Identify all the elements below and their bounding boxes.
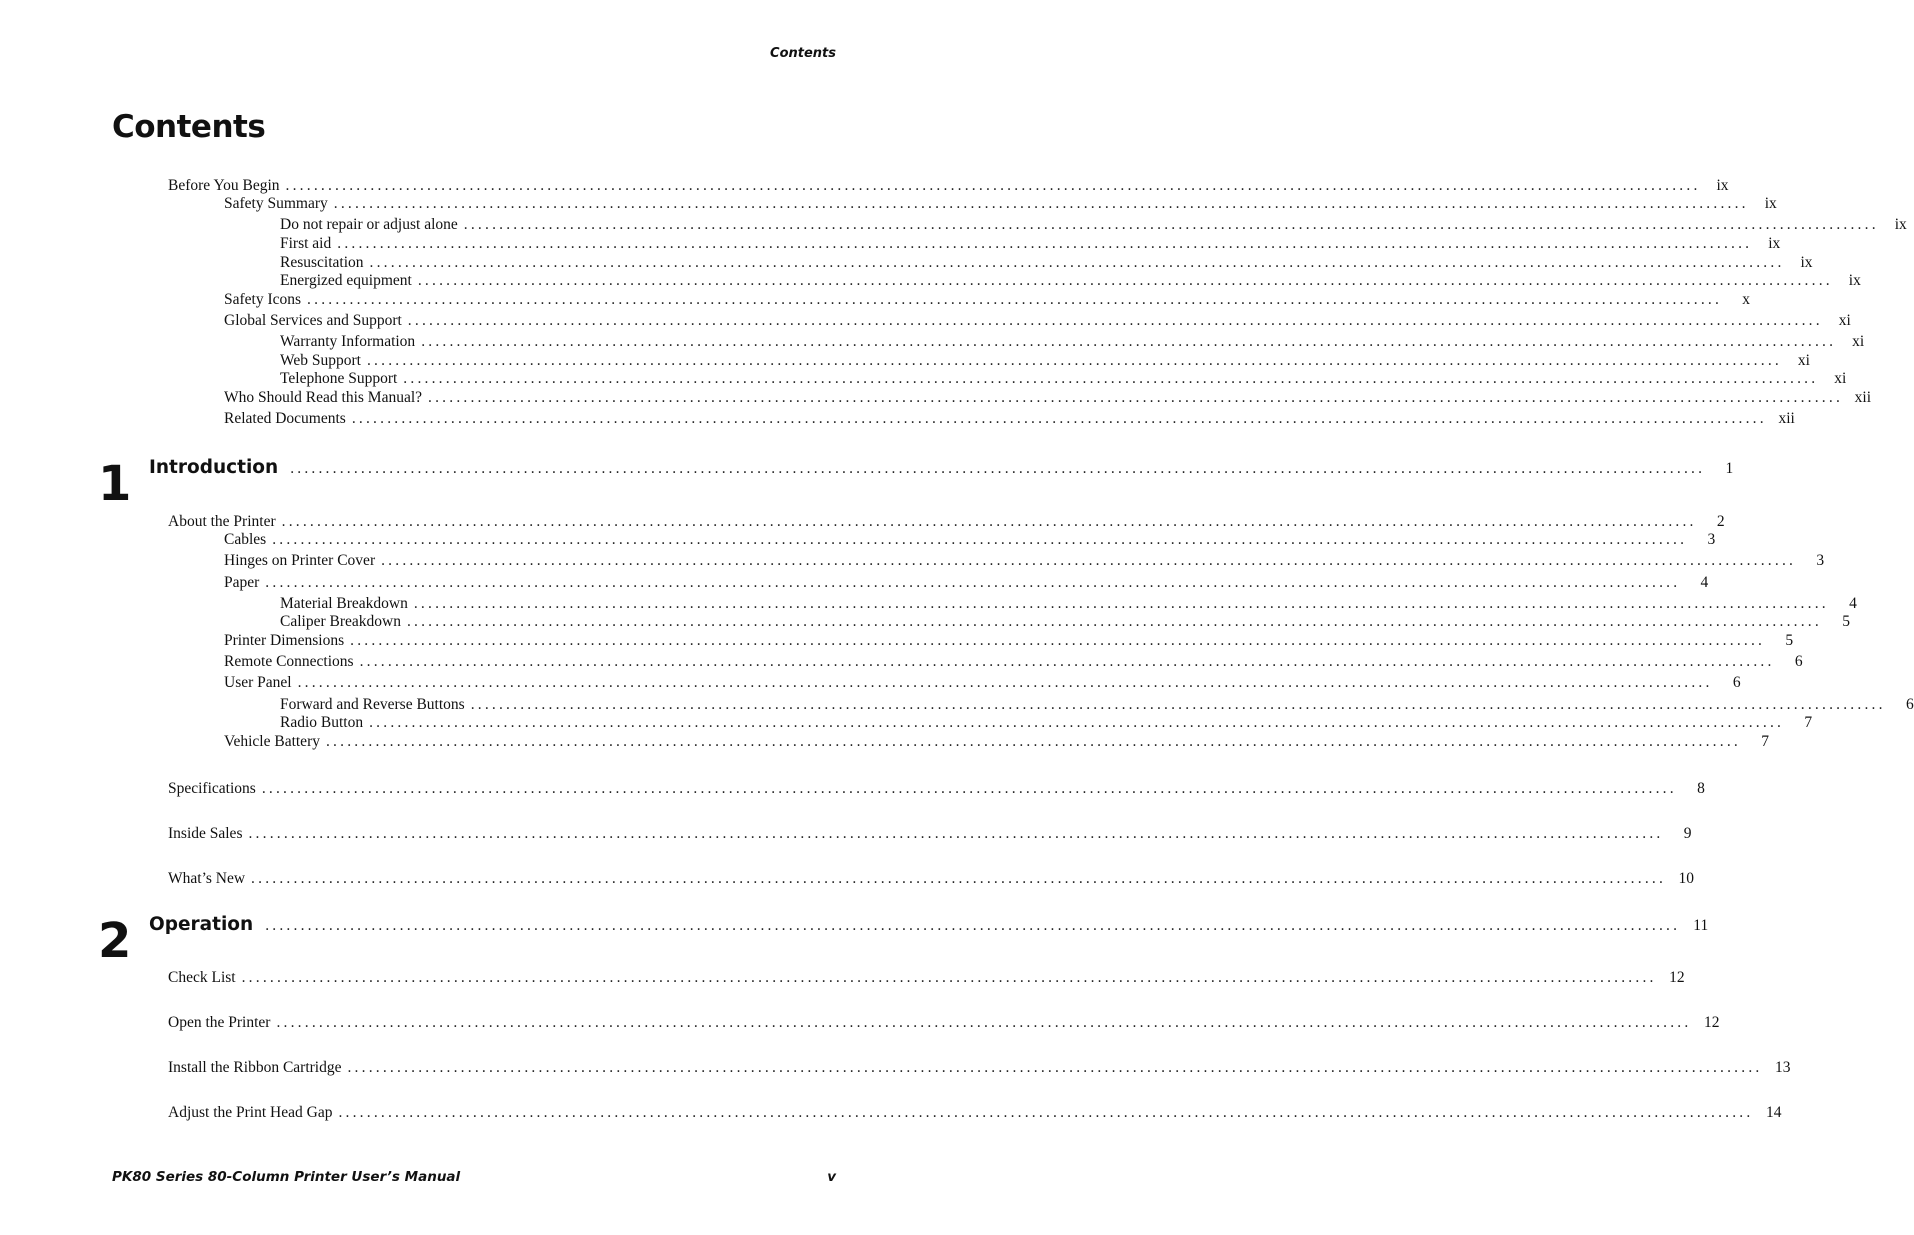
toc-entry-page: 3: [1816, 552, 1825, 569]
footer-page-number: v: [827, 1169, 836, 1185]
toc-entry-label: First aid: [280, 235, 332, 252]
toc-entry[interactable]: [168, 968, 1685, 988]
toc-entry-label: Radio Button: [280, 714, 364, 731]
toc-entry[interactable]: [224, 409, 1795, 429]
dot-leader: ........................................................................................................................................................................................................: [261, 780, 1677, 797]
toc-entry-page: 6: [1905, 696, 1914, 713]
toc-entry-page: 5: [1842, 613, 1850, 630]
dot-leader: ........................................................................................................................................................................................................: [325, 733, 1741, 750]
footer-manual-title: PK80 Series 80-Column Printer User’s Manual: [112, 1169, 461, 1185]
toc-chapter-entry[interactable]: [149, 456, 1734, 481]
toc-entry-page: xi: [1834, 370, 1847, 387]
toc-entry-page: 11: [1693, 917, 1709, 934]
dot-leader: ........................................................................................................................................................................................................: [351, 410, 1767, 427]
toc-entry-label: Global Services and Support: [224, 312, 402, 329]
chapter-title: Introduction: [149, 457, 279, 478]
chapter-number: 1: [98, 456, 132, 512]
toc-entry-label: Check List: [168, 969, 236, 986]
dot-leader: ........................................................................................................................................................................................................: [421, 333, 1837, 350]
toc-entry-label: Energized equipment: [280, 272, 412, 289]
dot-leader: ........................................................................................................................................................................................................: [265, 574, 1681, 591]
toc-entry[interactable]: [224, 652, 1803, 672]
toc-entry[interactable]: [168, 1058, 1791, 1078]
toc-entry-label: Material Breakdown: [280, 595, 408, 612]
toc-entry[interactable]: [168, 176, 1729, 196]
dot-leader: ........................................................................................................................................................................................................: [366, 352, 1782, 369]
toc-entry[interactable]: [280, 332, 1865, 352]
dot-leader: ........................................................................................................................................................................................................: [290, 460, 1706, 477]
toc-entry[interactable]: [280, 215, 1907, 235]
toc-entry[interactable]: [280, 271, 1861, 291]
dot-leader: ........................................................................................................................................................................................................: [248, 825, 1664, 842]
dot-leader: ........................................................................................................................................................................................................: [337, 235, 1753, 252]
toc-entry-page: 2: [1716, 513, 1725, 530]
dot-leader: ........................................................................................................................................................................................................: [251, 870, 1667, 887]
toc-entry[interactable]: [280, 234, 1781, 254]
toc-chapter-entry[interactable]: [149, 913, 1709, 938]
dot-leader: ........................................................................................................................................................................................................: [463, 216, 1879, 233]
toc-entry[interactable]: [224, 732, 1769, 752]
toc-entry-page: 10: [1678, 870, 1695, 887]
toc-entry-page: xii: [1778, 410, 1795, 427]
page-title: Contents: [112, 109, 266, 145]
toc-entry-label: About the Printer: [168, 513, 276, 530]
dot-leader: ........................................................................................................................................................................................................: [265, 917, 1681, 934]
toc-entry-page: ix: [1768, 235, 1781, 252]
toc-entry-page: ix: [1800, 254, 1813, 271]
toc-entry-page: 13: [1774, 1059, 1791, 1076]
dot-leader: ........................................................................................................................................................................................................: [297, 674, 1713, 691]
toc-entry[interactable]: [168, 1103, 1782, 1123]
toc-entry-label: What’s New: [168, 870, 246, 887]
toc-entry-label: Resuscitation: [280, 254, 364, 271]
dot-leader: ........................................................................................................................................................................................................: [369, 254, 1785, 271]
toc-entry[interactable]: [168, 1013, 1720, 1033]
toc-entry[interactable]: [168, 779, 1705, 799]
toc-entry-label: Related Documents: [224, 410, 346, 427]
toc-entry[interactable]: [224, 673, 1741, 693]
toc-entry-page: ix: [1764, 195, 1777, 212]
toc-entry[interactable]: [280, 695, 1914, 715]
toc-entry[interactable]: [224, 311, 1851, 331]
dot-leader: ........................................................................................................................................................................................................: [285, 177, 1701, 194]
toc-entry-page: ix: [1716, 177, 1729, 194]
toc-entry-label: Inside Sales: [168, 825, 243, 842]
toc-entry-label: Cables: [224, 531, 267, 548]
toc-entry-label: Hinges on Printer Cover: [224, 552, 376, 569]
toc-entry[interactable]: [224, 388, 1872, 408]
dot-leader: ........................................................................................................................................................................................................: [350, 632, 1766, 649]
dot-leader: ........................................................................................................................................................................................................: [381, 552, 1797, 569]
dot-leader: ........................................................................................................................................................................................................: [276, 1014, 1692, 1031]
toc-entry-page: 8: [1697, 780, 1705, 797]
toc-entry-label: Safety Icons: [224, 291, 302, 308]
running-head: Contents: [770, 46, 836, 61]
toc-entry-page: 7: [1761, 733, 1769, 750]
toc-entry[interactable]: [168, 869, 1695, 889]
toc-entry-page: ix: [1894, 216, 1907, 233]
toc-entry-page: xi: [1852, 333, 1865, 350]
dot-leader: ........................................................................................................................................................................................................: [272, 531, 1688, 548]
chapter-title: Operation: [149, 914, 254, 935]
dot-leader: ........................................................................................................................................................................................................: [413, 595, 1829, 612]
dot-leader: ........................................................................................................................................................................................................: [338, 1104, 1754, 1121]
toc-entry-page: 12: [1703, 1014, 1720, 1031]
toc-entry-label: Adjust the Print Head Gap: [168, 1104, 333, 1121]
dot-leader: ........................................................................................................................................................................................................: [403, 370, 1819, 387]
toc-entry-label: Specifications: [168, 780, 256, 797]
toc-entry-page: ix: [1848, 272, 1861, 289]
dot-leader: ........................................................................................................................................................................................................: [347, 1059, 1763, 1076]
toc-entry-page: xi: [1797, 352, 1810, 369]
toc-entry-page: xii: [1854, 389, 1872, 406]
toc-entry-label: Forward and Reverse Buttons: [280, 696, 465, 713]
dot-leader: ........................................................................................................................................................................................................: [470, 696, 1886, 713]
toc-entry-page: 1: [1725, 460, 1734, 477]
toc-entry[interactable]: [280, 253, 1813, 273]
toc-entry-page: 7: [1804, 714, 1813, 731]
toc-entry[interactable]: [280, 594, 1857, 614]
toc-entry-page: 3: [1707, 531, 1716, 548]
toc-entry-label: Do not repair or adjust alone: [280, 216, 458, 233]
dot-leader: ........................................................................................................................................................................................................: [359, 653, 1775, 670]
dot-leader: ........................................................................................................................................................................................................: [241, 969, 1657, 986]
dot-leader: ........................................................................................................................................................................................................: [417, 272, 1833, 289]
toc-entry-label: Paper: [224, 574, 260, 591]
toc-entry-label: Safety Summary: [224, 195, 328, 212]
toc-entry-page: 9: [1683, 825, 1692, 842]
toc-entry[interactable]: [224, 290, 1751, 310]
toc-entry[interactable]: [280, 612, 1850, 632]
toc-entry-label: Remote Connections: [224, 653, 354, 670]
toc-entry[interactable]: [224, 573, 1709, 593]
dot-leader: ........................................................................................................................................................................................................: [428, 389, 1844, 406]
toc-entry[interactable]: [280, 369, 1847, 389]
dot-leader: ........................................................................................................................................................................................................: [333, 195, 1749, 212]
dot-leader: ........................................................................................................................................................................................................: [406, 613, 1822, 630]
toc-entry-label: Who Should Read this Manual?: [224, 389, 423, 406]
toc-entry-page: 4: [1700, 574, 1709, 591]
toc-entry-label: Open the Printer: [168, 1014, 271, 1031]
toc-entry[interactable]: [224, 194, 1777, 214]
toc-entry-page: x: [1742, 291, 1751, 308]
toc-entry[interactable]: [224, 551, 1825, 571]
toc-entry-page: 6: [1794, 653, 1803, 670]
toc-entry-label: Caliper Breakdown: [280, 613, 401, 630]
dot-leader: ........................................................................................................................................................................................................: [281, 513, 1697, 530]
toc-entry-label: Vehicle Battery: [224, 733, 320, 750]
toc-entry-label: User Panel: [224, 674, 292, 691]
toc-entry[interactable]: [224, 530, 1716, 550]
toc-entry-label: Warranty Information: [280, 333, 416, 350]
toc-entry[interactable]: [224, 631, 1794, 651]
toc-entry-page: 4: [1849, 595, 1857, 612]
toc-entry-label: Web Support: [280, 352, 361, 369]
dot-leader: ........................................................................................................................................................................................................: [369, 714, 1785, 731]
dot-leader: ........................................................................................................................................................................................................: [407, 312, 1823, 329]
toc-entry-label: Before You Begin: [168, 177, 280, 194]
toc-entry-page: 6: [1732, 674, 1741, 691]
toc-entry-page: xi: [1838, 312, 1851, 329]
toc-entry[interactable]: [280, 351, 1810, 371]
toc-entry-page: 14: [1765, 1104, 1782, 1121]
toc-entry[interactable]: [280, 713, 1813, 733]
chapter-number: 2: [98, 913, 132, 969]
toc-entry[interactable]: [168, 824, 1692, 844]
toc-entry[interactable]: [168, 512, 1725, 532]
toc-entry-label: Printer Dimensions: [224, 632, 345, 649]
toc-entry-label: Install the Ribbon Cartridge: [168, 1059, 342, 1076]
toc-entry-page: 12: [1669, 969, 1685, 986]
toc-entry-page: 5: [1785, 632, 1794, 649]
toc-entry-label: Telephone Support: [280, 370, 398, 387]
dot-leader: ........................................................................................................................................................................................................: [307, 291, 1723, 308]
